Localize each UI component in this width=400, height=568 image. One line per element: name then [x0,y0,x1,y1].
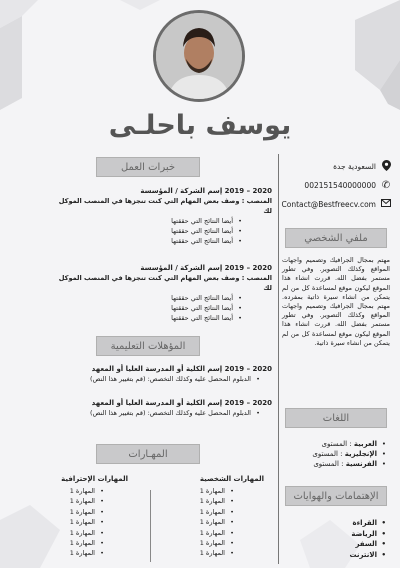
job-title: 2020 – 2019 إسم الشركة / المؤسسة [140,264,272,272]
profile-text: مهتم بمجال الجرافيك وتصميم واجهات المواقع وكذلك التصوير. وفي تطور مستمر بفضل الله. قررت انشاء هذا الموقع ليكون موقع لمساعدة كل من لم يتمكن من انشاء سيرة ذاتية بمفرده. مهتم بمجال الجرافيك وتصميم واجهات المواقع وكذلك التصوير. وفي تطور مستمر بفضل الله. قررت انشاء هذا الموقع ليكون موقع لمساعدة كل من لم يتمكن من انشاء سيرة ذاتية. [282,256,390,347]
phone-row [304,180,391,192]
location-text: السعودية جدة [333,162,376,171]
languages-list [282,439,386,469]
education-title: 2020 – 2019 إسم الكلية أو المدرسة العليا أو المعهد [91,399,272,407]
location-pin-icon [381,160,391,175]
email-row [282,199,391,211]
professional-skills [30,474,128,559]
education-detail: • الدبلوم المحصل عليه وكذلك التخصص: (قم بتغيير هذا النص) [58,408,260,418]
professional-skills-list [30,486,128,559]
education-details [58,408,272,418]
interest-item: • القراءة [282,518,386,529]
interest-item: • الانترنت [282,550,386,561]
professional-skills-heading: المهارات الإحترافية [61,475,128,483]
job-entry [58,186,272,246]
experience-heading: خبرات العمل [96,157,200,177]
envelope-icon [381,199,391,211]
skill-item: • المهارة 1 [160,486,234,496]
job-results [58,293,272,323]
skill-item: • المهارة 1 [160,548,234,558]
job-result-item: • أيضا النتائج التي حققتها [58,313,242,323]
interest-item: • الرياضة [282,529,386,540]
job-result-item: • أيضا النتائج التي حققتها [58,293,242,303]
interest-item: • السفر [282,539,386,550]
job-role: المنصب : وصف بعض المهام التي كنت تنجزها في المنصب الموكل لك [58,197,272,215]
skill-item: • المهارة 1 [160,496,234,506]
skills-divider [150,490,151,562]
education-entry [58,398,272,418]
profile-photo [153,10,245,102]
language-item: • العربية : المستوى [282,439,386,449]
skills-heading: المهـارات [96,444,200,464]
language-item: • الفرنسية : المستوى [282,459,386,469]
personal-skills-list [160,486,264,559]
skill-item: • المهارة 1 [160,528,234,538]
profile-heading: ملفي الشخصي [285,228,387,248]
interests-list [282,518,386,560]
personal-skills [160,474,264,559]
interests-heading: الإهتمامات والهوايات [285,486,387,506]
job-result-item: • أيضا النتائج التي حققتها [58,216,242,226]
phone-text: 002151540000000 [304,181,376,190]
skill-item: • المهارة 1 [30,538,104,548]
education-entry [58,364,272,384]
job-result-item: • أيضا النتائج التي حققتها [58,226,242,236]
job-result-item: • أيضا النتائج التي حققتها [58,236,242,246]
job-title: 2020 – 2019 إسم الشركة / المؤسسة [140,187,272,195]
skill-item: • المهارة 1 [30,517,104,527]
location-row [333,161,391,173]
phone-icon: ✆ [381,180,391,191]
education-heading: المؤهلات التعليمية [96,336,200,356]
skill-item: • المهارة 1 [30,496,104,506]
job-result-item: • أيضا النتائج التي حققتها [58,303,242,313]
personal-skills-heading: المهارات الشخصية [199,475,264,483]
skill-item: • المهارة 1 [160,507,234,517]
email-text[interactable]: Contact@Bestfreecv.com [281,200,376,209]
skill-item: • المهارة 1 [160,517,234,527]
job-entry [58,263,272,323]
education-title: 2020 – 2019 إسم الكلية أو المدرسة العليا أو المعهد [91,365,272,373]
skill-item: • المهارة 1 [160,538,234,548]
education-details [58,374,272,384]
languages-heading: اللغات [285,408,387,428]
skill-item: • المهارة 1 [30,486,104,496]
job-results [58,216,272,246]
column-divider [278,154,279,564]
skill-item: • المهارة 1 [30,548,104,558]
job-role: المنصب : وصف بعض المهام التي كنت تنجزها في المنصب الموكل لك [58,274,272,292]
skill-item: • المهارة 1 [30,528,104,538]
person-name: يوسف باحلـى [108,110,292,141]
skill-item: • المهارة 1 [30,507,104,517]
language-item: • الإنجليزية : المستوى [282,449,386,459]
education-detail: • الدبلوم المحصل عليه وكذلك التخصص: (قم بتغيير هذا النص) [58,374,260,384]
